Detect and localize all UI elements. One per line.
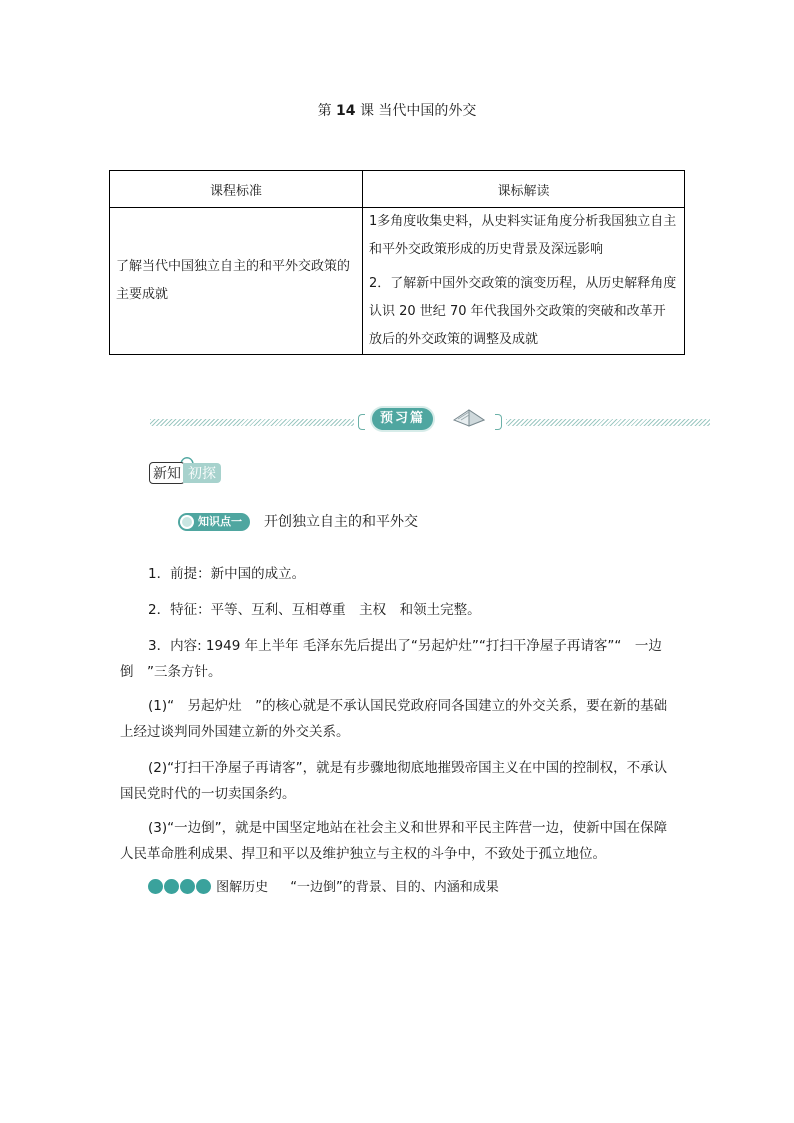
banner-frame: [354, 404, 506, 430]
new-knowledge-tag: [149, 462, 223, 484]
paragraph-content: 3．内容: 1949 年上半年 毛泽东先后提出了“另起炉灶”“打扫干净屋子再请客”“ 一边倒 ”三条方针。: [120, 638, 662, 680]
new-knowledge-tag-right: 初探: [183, 463, 221, 483]
banner-bracket-right: [495, 414, 502, 430]
banner-hatch-left: [150, 419, 354, 426]
book-icon: [452, 406, 486, 428]
table-header-interpretation: 课标解读: [363, 171, 685, 208]
circle-icon: [148, 879, 163, 894]
interpretation-cell: [363, 208, 685, 355]
diagram-heading: [148, 878, 499, 898]
new-knowledge-tag-left: 新知: [149, 462, 185, 484]
curriculum-table: [109, 170, 685, 355]
preview-section-banner: [150, 400, 710, 430]
circle-icon: [196, 879, 211, 894]
knowledge-point-dot-icon: [180, 515, 194, 529]
interpretation-item-2: 2．了解新中国外交政策的演变历程，从历史解释角度认识 20 世纪 70 年代我国外交政策的突破和改革开放后的外交政策的调整及成就: [369, 276, 677, 347]
table-row: [110, 208, 685, 355]
banner-label: 预习篇: [372, 408, 433, 430]
banner-hatch-right: [506, 419, 710, 426]
paragraph-features: 2．特征：平等、互利、互相尊重 主权 和领土完整。: [148, 602, 481, 618]
knowledge-point-badge: 知识点一: [178, 513, 250, 531]
circle-icon: [164, 879, 179, 894]
page-title: 第 14 课 当代中国的外交: [317, 103, 477, 119]
knowledge-point-title: 开创独立自主的和平外交: [264, 514, 418, 530]
diagram-heading-label: 图解历史: [216, 880, 269, 895]
diagram-heading-text: “一边倒”的背景、目的、内涵和成果: [290, 880, 499, 895]
banner-bracket-left: [358, 414, 365, 430]
table-header-standard: 课程标准: [110, 171, 363, 208]
paragraph-item-1: (1)“ 另起炉灶 ”的核心就是不承认国民党政府同各国建立的外交关系，要在新的基础上经过谈判同外国建立新的外交关系。: [120, 698, 668, 740]
standard-cell: 了解当代中国独立自主的和平外交政策的主要成就: [110, 208, 363, 355]
paragraph-item-3: (3)“一边倒”，就是中国坚定地站在社会主义和世界和平民主阵营一边，使新中国在保障人民革命胜利成果、捍卫和平以及维护独立与主权的斗争中，不致处于孤立地位。: [120, 820, 668, 862]
table-header-row: [110, 171, 685, 208]
interpretation-item-1: 1多角度收集史料，从史料实证角度分析我国独立自主和平外交政策形成的历史背景及深远影响: [369, 214, 677, 257]
circle-icon: [180, 879, 195, 894]
paragraph-premise: 1．前提：新中国的成立。: [148, 566, 306, 582]
paragraph-item-2: (2)“打扫干净屋子再请客”，就是有步骤地彻底地摧毁帝国主义在中国的控制权，不承认国民党时代的一切卖国条约。: [120, 760, 668, 802]
